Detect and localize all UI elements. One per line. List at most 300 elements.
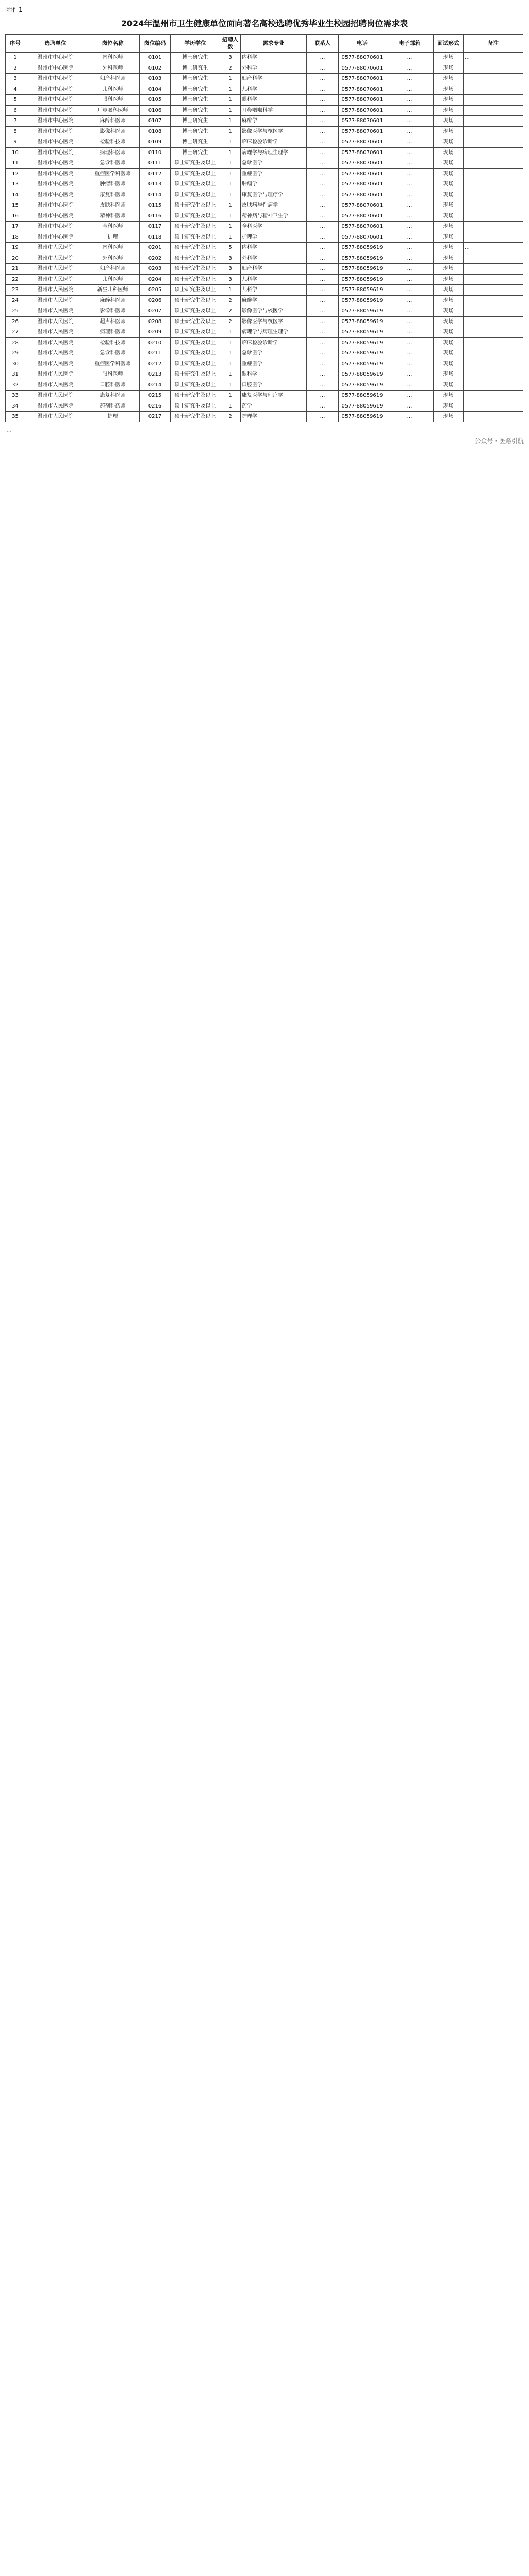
- cell-employer: 温州市人民医院: [25, 274, 86, 285]
- cell-phone: 0577-88059619: [339, 369, 386, 380]
- cell-row-index: 24: [6, 295, 25, 306]
- cell-employer: 温州市中心医院: [25, 63, 86, 74]
- cell-interview-format: 现场: [434, 222, 464, 232]
- table-row: [6, 84, 523, 95]
- cell-row-index: 20: [6, 253, 25, 264]
- cell-email: …: [386, 190, 434, 200]
- cell-phone: 0577-88059619: [339, 316, 386, 327]
- cell-degree: 博士研究生: [171, 137, 220, 148]
- cell-degree: 硕士研究生及以上: [171, 168, 220, 179]
- cell-phone: 0577-88070601: [339, 190, 386, 200]
- cell-degree: 硕士研究生及以上: [171, 295, 220, 306]
- cell-row-index: 26: [6, 316, 25, 327]
- cell-position-code: 0102: [140, 63, 171, 74]
- cell-interview-format: 现场: [434, 232, 464, 243]
- cell-major: 影像医学与核医学: [241, 316, 307, 327]
- cell-headcount: 3: [220, 274, 241, 285]
- cell-employer: 温州市中心医院: [25, 200, 86, 211]
- cell-contact-person: …: [307, 264, 339, 275]
- cell-remarks: [464, 253, 523, 264]
- cell-interview-format: 现场: [434, 95, 464, 106]
- cell-remarks: [464, 74, 523, 84]
- cell-phone: 0577-88059619: [339, 253, 386, 264]
- cell-major: 精神病与精神卫生学: [241, 211, 307, 222]
- cell-employer: 温州市中心医院: [25, 116, 86, 127]
- cell-degree: 硕士研究生及以上: [171, 158, 220, 169]
- cell-position-code: 0202: [140, 253, 171, 264]
- cell-remarks: [464, 116, 523, 127]
- cell-degree: 硕士研究生及以上: [171, 264, 220, 275]
- cell-interview-format: 现场: [434, 348, 464, 359]
- cell-interview-format: 现场: [434, 84, 464, 95]
- cell-major: 肿瘤学: [241, 179, 307, 190]
- cell-position-code: 0108: [140, 126, 171, 137]
- cell-position-name: 急诊科医师: [86, 158, 140, 169]
- cell-position-code: 0118: [140, 232, 171, 243]
- cell-major: 影像医学与核医学: [241, 126, 307, 137]
- cell-employer: 温州市人民医院: [25, 327, 86, 338]
- cell-interview-format: 现场: [434, 285, 464, 296]
- cell-phone: 0577-88070601: [339, 168, 386, 179]
- cell-remarks: [464, 63, 523, 74]
- cell-position-name: 影像科医师: [86, 126, 140, 137]
- cell-email: …: [386, 380, 434, 391]
- cell-degree: 硕士研究生及以上: [171, 253, 220, 264]
- cell-row-index: 1: [6, 53, 25, 63]
- cell-headcount: 1: [220, 391, 241, 401]
- cell-row-index: 28: [6, 337, 25, 348]
- cell-phone: 0577-88059619: [339, 348, 386, 359]
- cell-interview-format: 现场: [434, 264, 464, 275]
- cell-contact-person: …: [307, 63, 339, 74]
- cell-major: 内科学: [241, 53, 307, 63]
- cell-contact-person: …: [307, 359, 339, 369]
- cell-interview-format: 现场: [434, 168, 464, 179]
- cell-headcount: 1: [220, 158, 241, 169]
- cell-major: 全科医学: [241, 222, 307, 232]
- cell-headcount: 1: [220, 126, 241, 137]
- cell-position-code: 0114: [140, 190, 171, 200]
- cell-contact-person: …: [307, 369, 339, 380]
- cell-employer: 温州市人民医院: [25, 337, 86, 348]
- cell-phone: 0577-88070601: [339, 63, 386, 74]
- table-row: [6, 295, 523, 306]
- cell-phone: 0577-88059619: [339, 243, 386, 253]
- table-row: [6, 190, 523, 200]
- table-row: [6, 412, 523, 422]
- table-row: [6, 327, 523, 338]
- cell-row-index: 15: [6, 200, 25, 211]
- cell-employer: 温州市人民医院: [25, 391, 86, 401]
- table-row: [6, 380, 523, 391]
- column-header: 选聘单位: [25, 35, 86, 53]
- cell-employer: 温州市人民医院: [25, 369, 86, 380]
- table-row: [6, 401, 523, 412]
- cell-employer: 温州市中心医院: [25, 95, 86, 106]
- cell-contact-person: …: [307, 126, 339, 137]
- cell-contact-person: …: [307, 200, 339, 211]
- cell-position-name: 肿瘤科医师: [86, 179, 140, 190]
- cell-row-index: 30: [6, 359, 25, 369]
- cell-major: 皮肤病与性病学: [241, 200, 307, 211]
- cell-remarks: [464, 359, 523, 369]
- cell-degree: 博士研究生: [171, 126, 220, 137]
- column-header: 需求专业: [241, 35, 307, 53]
- cell-major: 病理学与病理生理学: [241, 147, 307, 158]
- cell-interview-format: 现场: [434, 116, 464, 127]
- cell-position-code: 0103: [140, 74, 171, 84]
- cell-employer: 温州市中心医院: [25, 105, 86, 116]
- cell-headcount: 1: [220, 168, 241, 179]
- cell-position-code: 0109: [140, 137, 171, 148]
- cell-degree: 硕士研究生及以上: [171, 179, 220, 190]
- cell-degree: 硕士研究生及以上: [171, 391, 220, 401]
- cell-contact-person: …: [307, 168, 339, 179]
- cell-position-name: 药剂科药师: [86, 401, 140, 412]
- column-header: 电子邮箱: [386, 35, 434, 53]
- cell-phone: 0577-88059619: [339, 391, 386, 401]
- cell-degree: 博士研究生: [171, 147, 220, 158]
- cell-remarks: [464, 137, 523, 148]
- table-row: [6, 63, 523, 74]
- cell-employer: 温州市中心医院: [25, 222, 86, 232]
- cell-position-name: 病理科医师: [86, 147, 140, 158]
- cell-major: 妇产科学: [241, 74, 307, 84]
- cell-email: …: [386, 316, 434, 327]
- cell-employer: 温州市人民医院: [25, 264, 86, 275]
- cell-degree: 博士研究生: [171, 84, 220, 95]
- cell-position-code: 0205: [140, 285, 171, 296]
- table-row: [6, 116, 523, 127]
- cell-remarks: [464, 84, 523, 95]
- cell-major: 影像医学与核医学: [241, 306, 307, 317]
- cell-phone: 0577-88070601: [339, 232, 386, 243]
- column-header: 岗位名称: [86, 35, 140, 53]
- cell-headcount: 3: [220, 264, 241, 275]
- cell-employer: 温州市中心医院: [25, 168, 86, 179]
- cell-interview-format: 现场: [434, 369, 464, 380]
- cell-remarks: [464, 211, 523, 222]
- cell-contact-person: …: [307, 211, 339, 222]
- cell-contact-person: …: [307, 74, 339, 84]
- cell-position-name: 妇产科医师: [86, 74, 140, 84]
- cell-position-name: 护理: [86, 232, 140, 243]
- cell-headcount: 1: [220, 359, 241, 369]
- cell-interview-format: 现场: [434, 391, 464, 401]
- cell-headcount: 1: [220, 105, 241, 116]
- cell-row-index: 14: [6, 190, 25, 200]
- cell-remarks: [464, 380, 523, 391]
- cell-interview-format: 现场: [434, 253, 464, 264]
- table-row: [6, 359, 523, 369]
- cell-contact-person: …: [307, 285, 339, 296]
- column-header: 学历学位: [171, 35, 220, 53]
- cell-remarks: [464, 412, 523, 422]
- cell-email: …: [386, 53, 434, 63]
- cell-employer: 温州市中心医院: [25, 84, 86, 95]
- table-row: [6, 137, 523, 148]
- cell-degree: 硕士研究生及以上: [171, 327, 220, 338]
- cell-remarks: [464, 190, 523, 200]
- cell-employer: 温州市人民医院: [25, 401, 86, 412]
- cell-major: 护理学: [241, 412, 307, 422]
- cell-row-index: 3: [6, 74, 25, 84]
- cell-position-code: 0116: [140, 211, 171, 222]
- cell-degree: 硕士研究生及以上: [171, 359, 220, 369]
- cell-employer: 温州市人民医院: [25, 306, 86, 317]
- cell-phone: 0577-88070601: [339, 222, 386, 232]
- cell-major: 临床检验诊断学: [241, 137, 307, 148]
- cell-row-index: 12: [6, 168, 25, 179]
- cell-row-index: 17: [6, 222, 25, 232]
- cell-email: …: [386, 200, 434, 211]
- cell-position-name: 儿科医师: [86, 274, 140, 285]
- cell-position-code: 0211: [140, 348, 171, 359]
- cell-position-code: 0204: [140, 274, 171, 285]
- cell-remarks: [464, 179, 523, 190]
- cell-contact-person: …: [307, 243, 339, 253]
- cell-phone: 0577-88070601: [339, 137, 386, 148]
- cell-headcount: 2: [220, 306, 241, 317]
- cell-headcount: 1: [220, 190, 241, 200]
- cell-email: …: [386, 137, 434, 148]
- cell-position-code: 0214: [140, 380, 171, 391]
- footer-note: …: [6, 426, 12, 433]
- cell-degree: 硕士研究生及以上: [171, 232, 220, 243]
- cell-headcount: 1: [220, 285, 241, 296]
- recruitment-table: [5, 34, 523, 422]
- cell-remarks: [464, 222, 523, 232]
- cell-row-index: 10: [6, 147, 25, 158]
- cell-row-index: 5: [6, 95, 25, 106]
- cell-remarks: …: [464, 53, 523, 63]
- cell-contact-person: …: [307, 232, 339, 243]
- cell-interview-format: 现场: [434, 105, 464, 116]
- cell-position-name: 眼科医师: [86, 369, 140, 380]
- table-row: [6, 337, 523, 348]
- cell-degree: 硕士研究生及以上: [171, 200, 220, 211]
- cell-position-code: 0215: [140, 391, 171, 401]
- cell-row-index: 16: [6, 211, 25, 222]
- cell-position-code: 0217: [140, 412, 171, 422]
- cell-major: 急诊医学: [241, 348, 307, 359]
- cell-row-index: 18: [6, 232, 25, 243]
- cell-remarks: [464, 147, 523, 158]
- cell-headcount: 1: [220, 380, 241, 391]
- cell-phone: 0577-88059619: [339, 412, 386, 422]
- cell-row-index: 11: [6, 158, 25, 169]
- cell-headcount: 1: [220, 348, 241, 359]
- cell-position-code: 0106: [140, 105, 171, 116]
- cell-phone: 0577-88070601: [339, 211, 386, 222]
- cell-row-index: 34: [6, 401, 25, 412]
- cell-position-code: 0212: [140, 359, 171, 369]
- cell-remarks: [464, 200, 523, 211]
- cell-major: 重症医学: [241, 168, 307, 179]
- cell-email: …: [386, 412, 434, 422]
- cell-employer: 温州市中心医院: [25, 74, 86, 84]
- cell-major: 儿科学: [241, 274, 307, 285]
- cell-position-code: 0111: [140, 158, 171, 169]
- cell-contact-person: …: [307, 158, 339, 169]
- cell-headcount: 1: [220, 369, 241, 380]
- table-row: [6, 316, 523, 327]
- cell-employer: 温州市人民医院: [25, 285, 86, 296]
- cell-contact-person: …: [307, 253, 339, 264]
- cell-headcount: 1: [220, 327, 241, 338]
- cell-employer: 温州市人民医院: [25, 253, 86, 264]
- cell-email: …: [386, 95, 434, 106]
- cell-headcount: 1: [220, 401, 241, 412]
- cell-row-index: 22: [6, 274, 25, 285]
- cell-contact-person: …: [307, 380, 339, 391]
- cell-phone: 0577-88070601: [339, 84, 386, 95]
- cell-email: …: [386, 222, 434, 232]
- cell-position-code: 0208: [140, 316, 171, 327]
- cell-headcount: 1: [220, 116, 241, 127]
- cell-row-index: 23: [6, 285, 25, 296]
- table-row: [6, 158, 523, 169]
- cell-position-name: 重症医学科医师: [86, 359, 140, 369]
- cell-contact-person: …: [307, 137, 339, 148]
- cell-phone: 0577-88059619: [339, 359, 386, 369]
- cell-row-index: 27: [6, 327, 25, 338]
- cell-major: 护理学: [241, 232, 307, 243]
- cell-position-code: 0101: [140, 53, 171, 63]
- cell-interview-format: 现场: [434, 380, 464, 391]
- cell-contact-person: …: [307, 147, 339, 158]
- cell-headcount: 1: [220, 179, 241, 190]
- cell-position-name: 外科医师: [86, 63, 140, 74]
- cell-row-index: 21: [6, 264, 25, 275]
- cell-employer: 温州市人民医院: [25, 316, 86, 327]
- cell-email: …: [386, 232, 434, 243]
- cell-position-name: 麻醉科医师: [86, 295, 140, 306]
- cell-degree: 硕士研究生及以上: [171, 190, 220, 200]
- cell-major: 急诊医学: [241, 158, 307, 169]
- cell-email: …: [386, 337, 434, 348]
- cell-interview-format: 现场: [434, 274, 464, 285]
- cell-major: 药学: [241, 401, 307, 412]
- cell-employer: 温州市人民医院: [25, 243, 86, 253]
- cell-row-index: 29: [6, 348, 25, 359]
- cell-remarks: [464, 327, 523, 338]
- cell-email: …: [386, 168, 434, 179]
- table-row: [6, 243, 523, 253]
- cell-interview-format: 现场: [434, 74, 464, 84]
- cell-major: 重症医学: [241, 359, 307, 369]
- cell-email: …: [386, 253, 434, 264]
- cell-headcount: 1: [220, 137, 241, 148]
- cell-remarks: [464, 168, 523, 179]
- cell-remarks: [464, 105, 523, 116]
- cell-interview-format: 现场: [434, 53, 464, 63]
- cell-employer: 温州市人民医院: [25, 359, 86, 369]
- cell-contact-person: …: [307, 53, 339, 63]
- cell-headcount: 3: [220, 253, 241, 264]
- cell-degree: 硕士研究生及以上: [171, 369, 220, 380]
- document-page: [0, 0, 529, 455]
- cell-phone: 0577-88059619: [339, 401, 386, 412]
- cell-employer: 温州市中心医院: [25, 126, 86, 137]
- cell-contact-person: …: [307, 316, 339, 327]
- cell-interview-format: 现场: [434, 147, 464, 158]
- cell-email: …: [386, 126, 434, 137]
- cell-position-name: 眼科医师: [86, 95, 140, 106]
- cell-position-name: 皮肤科医师: [86, 200, 140, 211]
- column-header: 备注: [464, 35, 523, 53]
- cell-headcount: 2: [220, 316, 241, 327]
- cell-position-name: 康复科医师: [86, 391, 140, 401]
- cell-major: 内科学: [241, 243, 307, 253]
- cell-remarks: [464, 95, 523, 106]
- cell-contact-person: …: [307, 105, 339, 116]
- cell-major: 外科学: [241, 63, 307, 74]
- table-row: [6, 348, 523, 359]
- cell-phone: 0577-88070601: [339, 147, 386, 158]
- cell-major: 康复医学与理疗学: [241, 190, 307, 200]
- cell-employer: 温州市中心医院: [25, 179, 86, 190]
- cell-position-name: 内科医师: [86, 53, 140, 63]
- cell-headcount: 2: [220, 63, 241, 74]
- cell-degree: 博士研究生: [171, 116, 220, 127]
- table-row: [6, 168, 523, 179]
- cell-employer: 温州市中心医院: [25, 53, 86, 63]
- cell-employer: 温州市中心医院: [25, 137, 86, 148]
- cell-row-index: 9: [6, 137, 25, 148]
- cell-contact-person: …: [307, 295, 339, 306]
- cell-degree: 博士研究生: [171, 74, 220, 84]
- cell-major: 儿科学: [241, 285, 307, 296]
- cell-row-index: 4: [6, 84, 25, 95]
- cell-email: …: [386, 391, 434, 401]
- table-row: [6, 391, 523, 401]
- table-row: [6, 274, 523, 285]
- cell-contact-person: …: [307, 348, 339, 359]
- cell-contact-person: …: [307, 412, 339, 422]
- cell-position-name: 病理科医师: [86, 327, 140, 338]
- cell-employer: 温州市中心医院: [25, 190, 86, 200]
- cell-position-code: 0210: [140, 337, 171, 348]
- cell-position-name: 麻醉科医师: [86, 116, 140, 127]
- cell-headcount: 2: [220, 295, 241, 306]
- cell-remarks: [464, 306, 523, 317]
- cell-position-code: 0104: [140, 84, 171, 95]
- cell-contact-person: …: [307, 116, 339, 127]
- cell-major: 麻醉学: [241, 295, 307, 306]
- cell-position-code: 0115: [140, 200, 171, 211]
- cell-remarks: …: [464, 243, 523, 253]
- cell-remarks: [464, 316, 523, 327]
- cell-position-name: 内科医师: [86, 243, 140, 253]
- cell-degree: 硕士研究生及以上: [171, 380, 220, 391]
- cell-email: …: [386, 274, 434, 285]
- cell-row-index: 2: [6, 63, 25, 74]
- cell-row-index: 25: [6, 306, 25, 317]
- cell-employer: 温州市人民医院: [25, 348, 86, 359]
- table-row: [6, 369, 523, 380]
- cell-position-code: 0207: [140, 306, 171, 317]
- watermark-text: 公众号 · 医路引航: [474, 437, 524, 445]
- cell-interview-format: 现场: [434, 126, 464, 137]
- table-row: [6, 147, 523, 158]
- annex-label: 附件1: [6, 6, 23, 13]
- cell-position-code: 0117: [140, 222, 171, 232]
- cell-phone: 0577-88059619: [339, 306, 386, 317]
- cell-remarks: [464, 232, 523, 243]
- cell-position-code: 0216: [140, 401, 171, 412]
- cell-employer: 温州市中心医院: [25, 158, 86, 169]
